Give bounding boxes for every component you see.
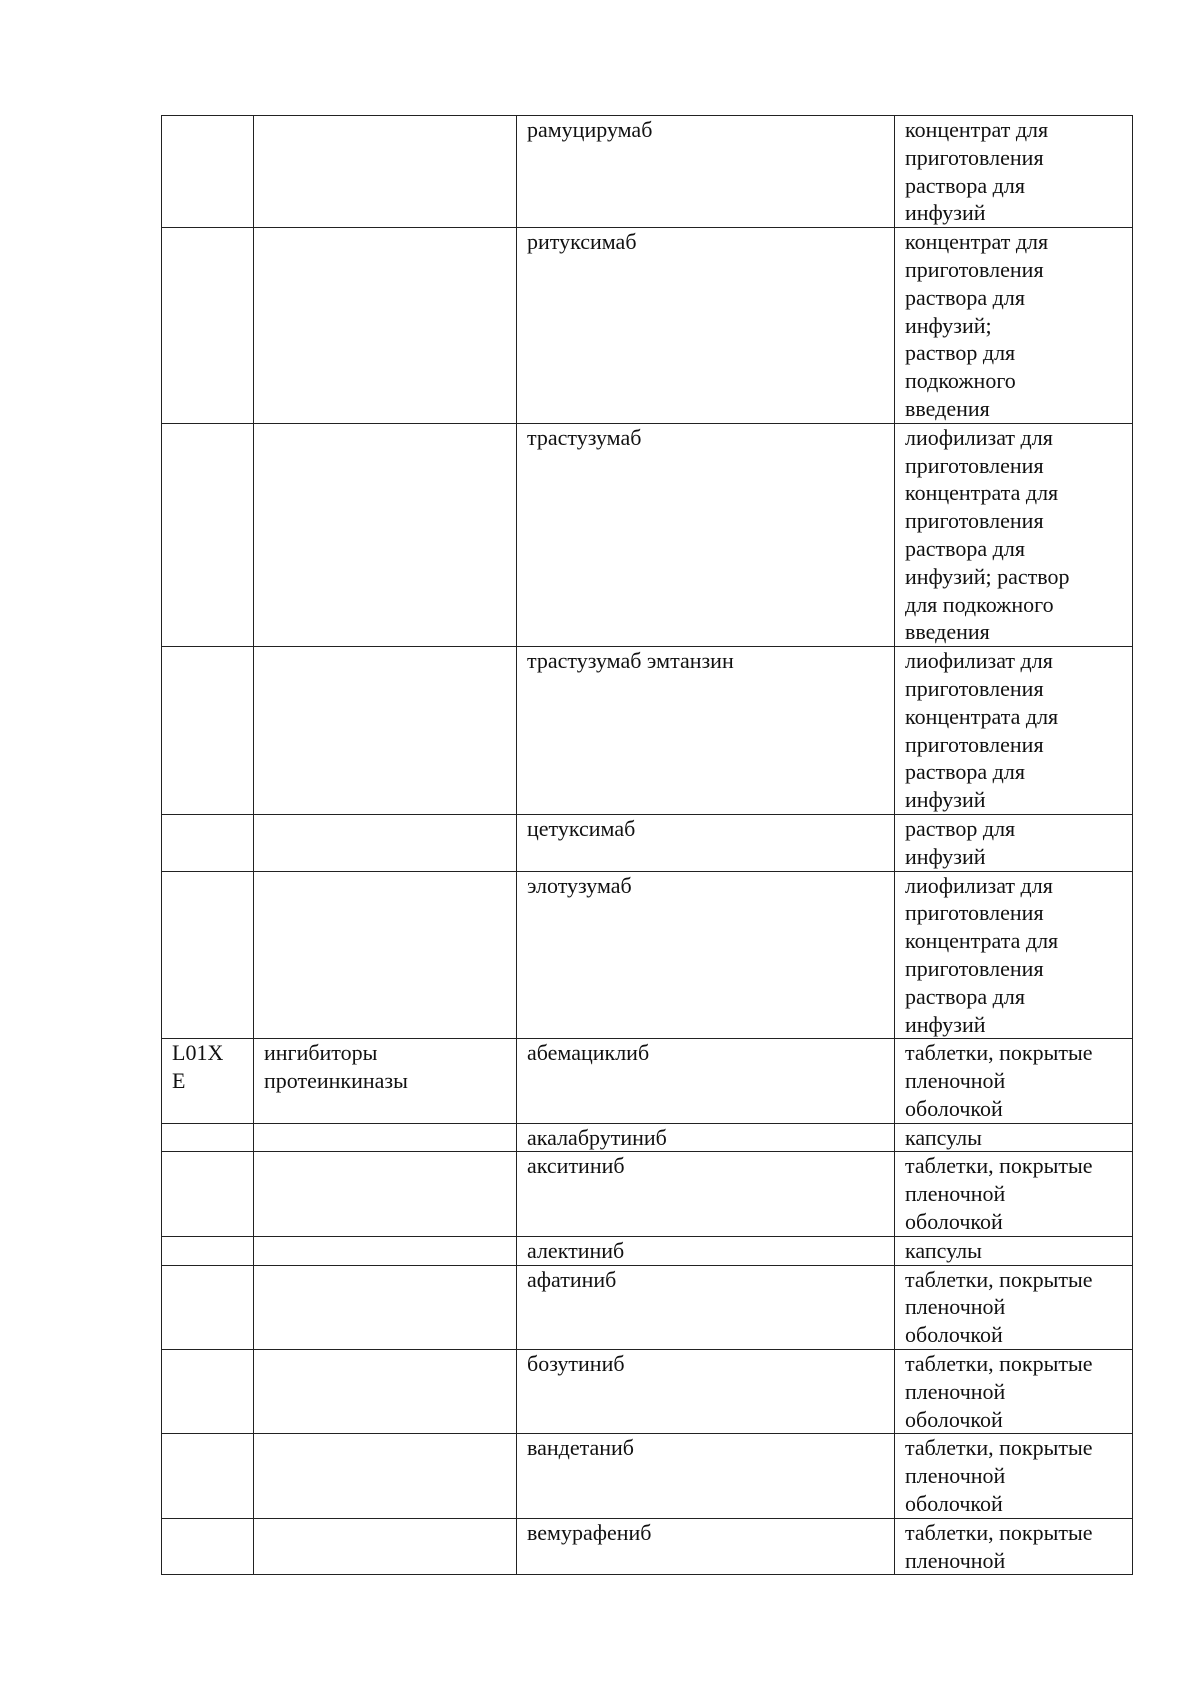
atc-code-cell [162,871,254,1039]
pharmacological-group-cell [254,228,517,424]
dosage-form-cell: таблетки, покрытые пленочной оболочкой [895,1265,1133,1349]
pharmacological-group-cell [254,814,517,871]
atc-code-cell [162,423,254,646]
table-row [162,116,1133,228]
atc-code-cell [162,1350,254,1434]
drug-name-cell: афатиниб [517,1265,895,1349]
atc-code-cell [162,647,254,815]
atc-code-cell [162,1518,254,1575]
drug-name-cell: элотузумаб [517,871,895,1039]
dosage-form-cell: концентрат для приготовления раствора для инфузий; раствор для подкожного введения [895,228,1133,424]
drug-name-cell: ритуксимаб [517,228,895,424]
drug-name-cell: трастузумаб эмтанзин [517,647,895,815]
table-row [162,1518,1133,1575]
atc-code-cell [162,1265,254,1349]
table-row [162,1434,1133,1518]
pharmacological-group-cell [254,423,517,646]
drug-table [161,115,1133,1575]
atc-code-cell [162,814,254,871]
pharmacological-group-cell [254,1152,517,1236]
pharmacological-group-cell: ингибиторы протеинкиназы [254,1039,517,1123]
drug-name-cell: алектиниб [517,1236,895,1265]
drug-name-cell: акалабрутиниб [517,1123,895,1152]
pharmacological-group-cell [254,871,517,1039]
dosage-form-cell: лиофилизат для приготовления концентрата для приготовления раствора для инфузий [895,871,1133,1039]
atc-code-cell [162,1434,254,1518]
drug-name-cell: бозутиниб [517,1350,895,1434]
pharmacological-group-cell [254,1236,517,1265]
pharmacological-group-cell [254,1265,517,1349]
dosage-form-cell: капсулы [895,1123,1133,1152]
pharmacological-group-cell [254,1518,517,1575]
dosage-form-cell: таблетки, покрытые пленочной оболочкой [895,1350,1133,1434]
dosage-form-cell: лиофилизат для приготовления концентрата для приготовления раствора для инфузий [895,647,1133,815]
table-row [162,423,1133,646]
table-row [162,1350,1133,1434]
table-row [162,1236,1133,1265]
table-row [162,228,1133,424]
pharmacological-group-cell [254,1434,517,1518]
dosage-form-cell: капсулы [895,1236,1133,1265]
atc-code-cell [162,1123,254,1152]
pharmacological-group-cell [254,1350,517,1434]
dosage-form-cell: таблетки, покрытые пленочной оболочкой [895,1039,1133,1123]
atc-code-cell [162,1152,254,1236]
table-row [162,814,1133,871]
table-row [162,1265,1133,1349]
table-row [162,1123,1133,1152]
drug-name-cell: рамуцирумаб [517,116,895,228]
dosage-form-cell: таблетки, покрытые пленочной оболочкой [895,1152,1133,1236]
drug-name-cell: трастузумаб [517,423,895,646]
pharmacological-group-cell [254,647,517,815]
pharmacological-group-cell [254,1123,517,1152]
atc-code-cell [162,116,254,228]
table-row [162,1152,1133,1236]
drug-name-cell: вандетаниб [517,1434,895,1518]
atc-code-cell [162,1236,254,1265]
drug-name-cell: абемациклиб [517,1039,895,1123]
table-body [162,116,1133,1575]
dosage-form-cell: таблетки, покрытые пленочной [895,1518,1133,1575]
table-row [162,1039,1133,1123]
drug-name-cell: цетуксимаб [517,814,895,871]
table-row [162,871,1133,1039]
pharmacological-group-cell [254,116,517,228]
dosage-form-cell: таблетки, покрытые пленочной оболочкой [895,1434,1133,1518]
drug-name-cell: акситиниб [517,1152,895,1236]
dosage-form-cell: раствор для инфузий [895,814,1133,871]
drug-name-cell: вемурафениб [517,1518,895,1575]
atc-code-cell [162,228,254,424]
dosage-form-cell: концентрат для приготовления раствора для инфузий [895,116,1133,228]
dosage-form-cell: лиофилизат для приготовления концентрата для приготовления раствора для инфузий; раствор для подкожного введения [895,423,1133,646]
table-row [162,647,1133,815]
atc-code-cell: L01X E [162,1039,254,1123]
